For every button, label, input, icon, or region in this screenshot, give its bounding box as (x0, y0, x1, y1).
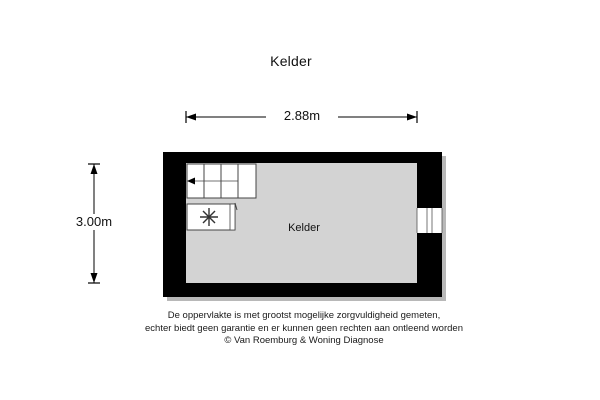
staircase (187, 164, 256, 198)
disclaimer-line-1: De oppervlakte is met grootst mogelijke zorgvuldigheid gemeten, (167, 310, 441, 321)
window (417, 208, 442, 233)
room-label: Kelder (288, 222, 320, 234)
disclaimer (0, 310, 600, 348)
meter-cupboard (187, 203, 237, 230)
floor-title: Kelder (270, 53, 312, 69)
width-dimension-label: 2.88m (266, 108, 338, 124)
disclaimer-line-2: echter biedt geen garantie en er kunnen geen rechten aan ontleend worden (145, 322, 463, 334)
height-dimension-label: 3.00m (62, 214, 126, 230)
copyright-line: © Van Roemburg & Woning Diagnose (224, 335, 384, 346)
